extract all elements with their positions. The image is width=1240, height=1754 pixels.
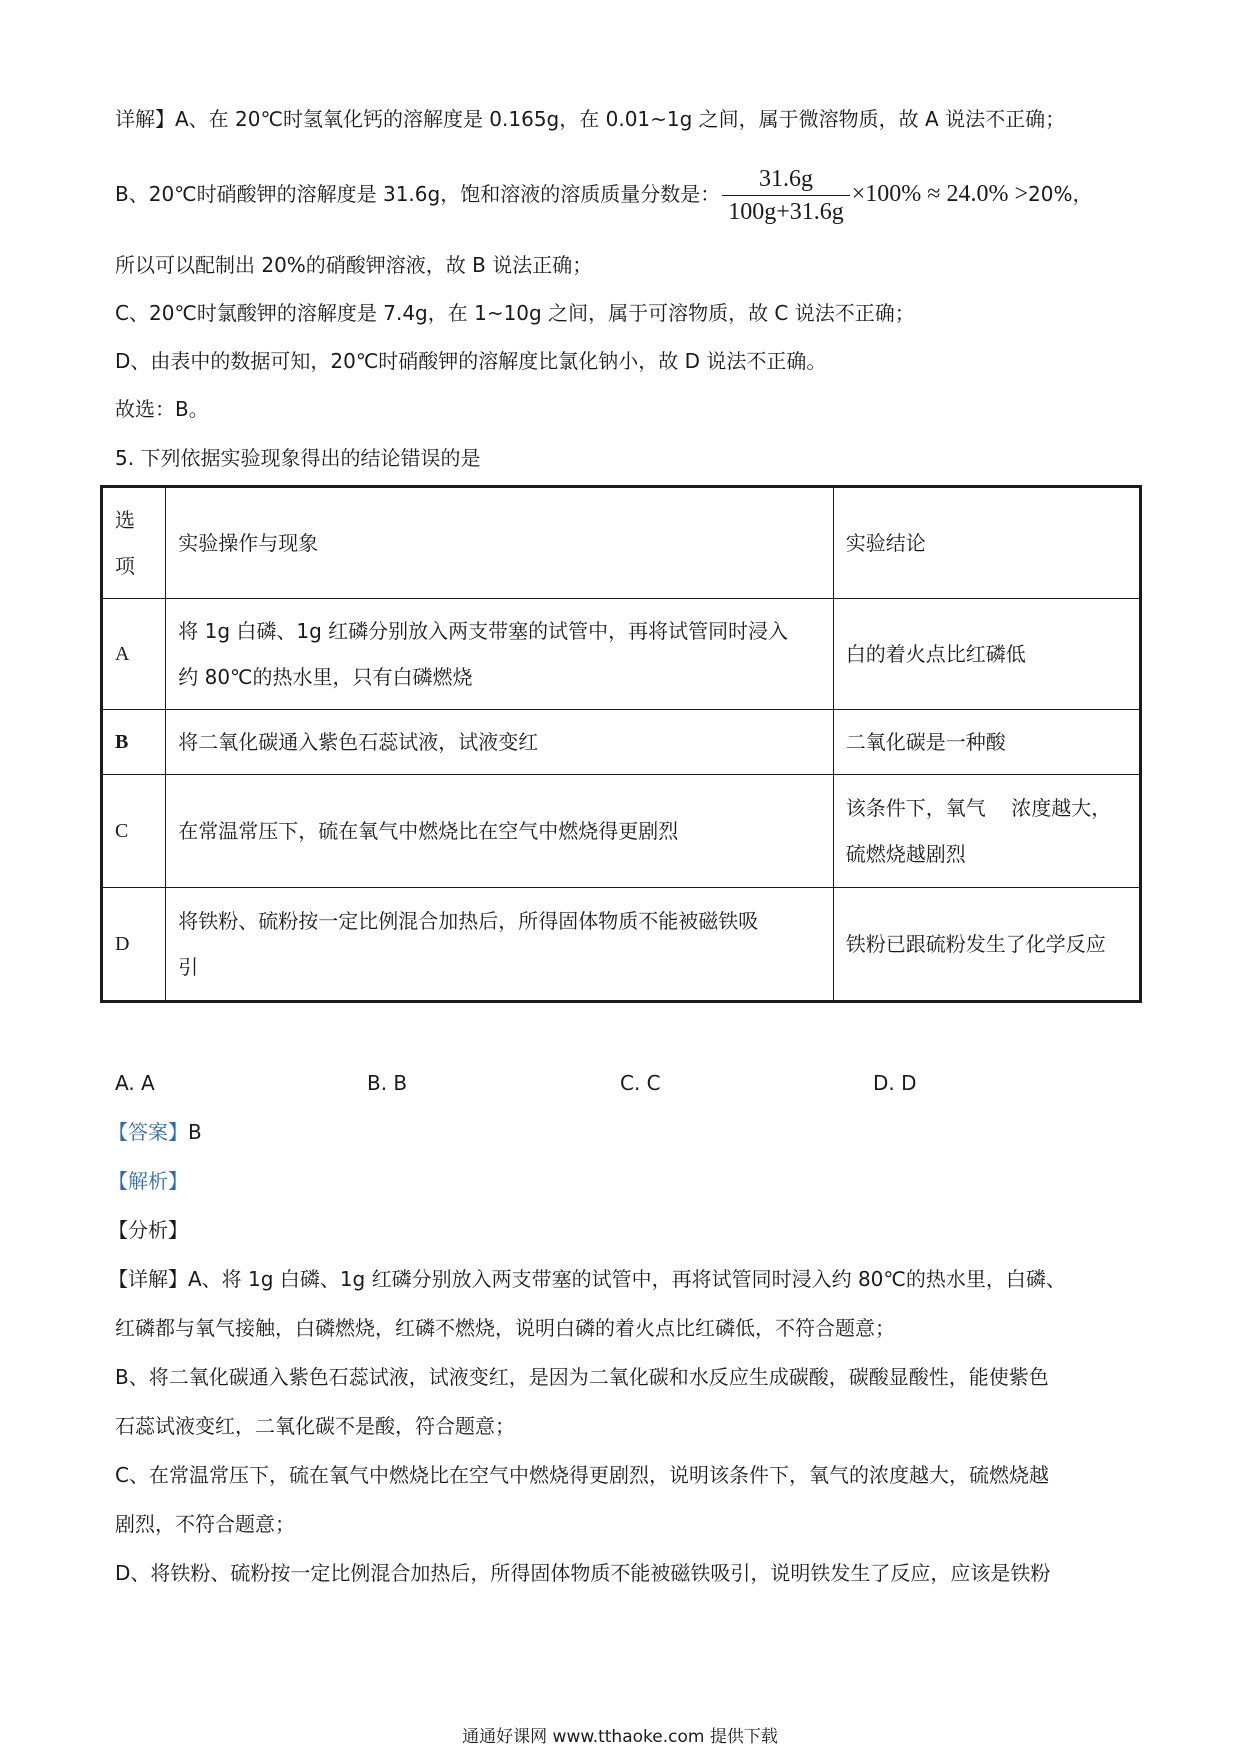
row-option: B — [102, 710, 166, 775]
prev-detail-line-c: C、20℃时氯酸钾的溶解度是 7.4g，在 1~10g 之间，属于可溶物质，故 C 说法不正确； — [115, 301, 915, 325]
page-footer: 通通好课网 www.tthaoke.com 提供下载 — [462, 1727, 778, 1747]
header-option — [102, 487, 166, 599]
row-operation — [166, 888, 834, 1002]
option-b: B. B — [367, 1071, 408, 1095]
row-conclusion — [833, 775, 1140, 888]
table-row — [102, 888, 1141, 1002]
prev-detail-line-d: D、由表中的数据可知，20℃时硝酸钾的溶解度比氯化钠小，故 D 说法不正确。 — [115, 349, 827, 373]
detail-line-2: 红磷都与氧气接触，白磷燃烧，红磷不燃烧，说明白磷的着火点比红磷低，不符合题意； — [115, 1316, 895, 1340]
table-row — [102, 599, 1141, 710]
row-operation: 在常温常压下，硫在氧气中燃烧比在空气中燃烧得更剧烈 — [166, 775, 834, 888]
row-operation-line-2: 约 80℃的热水里，只有白磷燃烧 — [178, 665, 473, 689]
table-header-row — [102, 487, 1141, 599]
row-option: D — [102, 888, 166, 1002]
header-option-char-2: 项 — [115, 554, 135, 578]
row-operation — [166, 599, 834, 710]
prev-detail-line-a: 详解】A、在 20℃时氢氧化钙的溶解度是 0.165g，在 0.01~1g 之间，属于微溶物质，故 A 说法不正确； — [115, 107, 1066, 131]
table-row — [102, 710, 1141, 775]
fraction-result-tail: 20%， — [1028, 182, 1093, 206]
fraction-denominator: 100g+31.6g — [728, 199, 844, 225]
row-conclusion: 二氧化碳是一种酸 — [833, 710, 1140, 775]
experiment-table — [100, 485, 1142, 1003]
header-operation: 实验操作与现象 — [166, 487, 834, 599]
option-c: C. C — [620, 1071, 661, 1095]
prev-detail-line-b — [115, 164, 1130, 227]
row-option: C — [102, 775, 166, 888]
prev-conclusion: 故选：B。 — [115, 397, 209, 421]
answer-line — [108, 1117, 1130, 1147]
prev-detail-line-b2: 所以可以配制出 20%的硝酸钾溶液，故 B 说法正确； — [115, 253, 593, 277]
row-operation-line-1: 将铁粉、硫粉按一定比例混合加热后，所得固体物质不能被磁铁吸 — [178, 909, 759, 933]
detail-line-4: 石蕊试液变红，二氧化碳不是酸，符合题意； — [115, 1414, 515, 1438]
analysis-label: 【解析】 — [108, 1169, 188, 1193]
fraction-numerator: 31.6g — [722, 164, 850, 196]
row-conclusion: 白的着火点比红磷低 — [833, 599, 1140, 710]
header-option-char-1: 选 — [115, 508, 135, 532]
answer-label: 【答案】 — [108, 1120, 188, 1144]
detail-line-7: D、将铁粉、硫粉按一定比例混合加热后，所得固体物质不能被磁铁吸引，说明铁发生了反应，应该是铁粉 — [115, 1561, 1051, 1585]
row-operation: 将二氧化碳通入紫色石蕊试液，试液变红 — [166, 710, 834, 775]
row-conclusion: 铁粉已跟硫粉发生了化学反应 — [833, 888, 1140, 1002]
detail-line-3: B、将二氧化碳通入紫色石蕊试液，试液变红，是因为二氧化碳和水反应生成碳酸，碳酸显酸性，能使紫色 — [115, 1365, 1049, 1389]
row-operation-line-1: 将 1g 白磷、1g 红磷分别放入两支带塞的试管中，再将试管同时浸入 — [178, 619, 789, 643]
prev-detail-line-b-text: B、20℃时硝酸钾的溶解度是 31.6g，饱和溶液的溶质质量分数是： — [115, 182, 721, 206]
fraction-result: ×100% ≈ 24.0% > — [851, 181, 1028, 207]
row-option: A — [102, 599, 166, 710]
mass-fraction — [722, 164, 850, 227]
row-conclusion-line-1: 该条件下，氧气 浓度越大， — [845, 796, 1112, 820]
fenxi-label: 【分析】 — [108, 1218, 188, 1242]
option-a: A. A — [115, 1071, 155, 1095]
answer-value: B — [188, 1120, 202, 1144]
detail-line-6: 剧烈，不符合题意； — [115, 1512, 295, 1536]
option-d: D. D — [873, 1071, 917, 1095]
question-stem: 5. 下列依据实验现象得出的结论错误的是 — [115, 446, 481, 470]
row-operation-line-2: 引 — [178, 955, 199, 979]
header-conclusion: 实验结论 — [833, 487, 1140, 599]
detail-line-1: 【详解】A、将 1g 白磷、1g 红磷分别放入两支带塞的试管中，再将试管同时浸入约 80℃的热水里，白磷、 — [108, 1267, 1066, 1291]
table-row — [102, 775, 1141, 888]
detail-line-5: C、在常温常压下，硫在氧气中燃烧比在空气中燃烧得更剧烈，说明该条件下，氧气的浓度越大，硫燃烧越 — [115, 1463, 1049, 1487]
row-conclusion-line-2: 硫燃烧越剧烈 — [845, 842, 966, 866]
